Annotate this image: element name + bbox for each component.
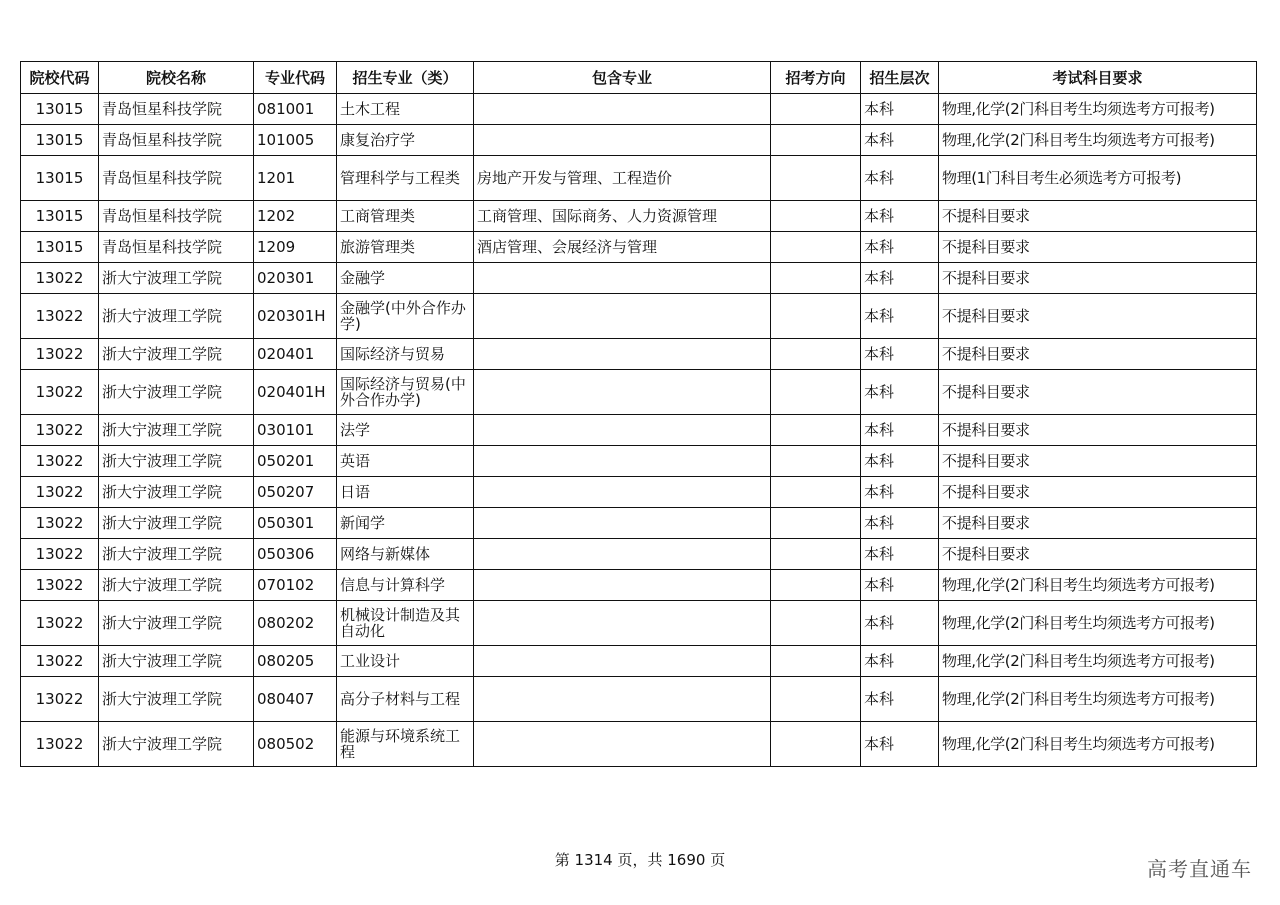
page-number: 第 1314 页，共 1690 页 — [554, 851, 726, 869]
major-cell: 工业设计 — [337, 646, 474, 677]
school-name-cell: 浙大宁波理工学院 — [99, 294, 254, 339]
table-row — [21, 125, 1257, 156]
table-row — [21, 232, 1257, 263]
subject-requirement-cell: 不提科目要求 — [939, 339, 1257, 370]
major-code-cell: 1201 — [254, 156, 337, 201]
school-code-cell: 13022 — [21, 370, 99, 415]
subject-requirement-cell: 不提科目要求 — [939, 370, 1257, 415]
school-code-cell: 13015 — [21, 125, 99, 156]
direction-cell — [771, 156, 861, 201]
table-row — [21, 539, 1257, 570]
level-cell: 本科 — [861, 156, 939, 201]
header-school-name: 院校名称 — [99, 62, 254, 94]
school-code-cell: 13022 — [21, 446, 99, 477]
table-row — [21, 446, 1257, 477]
included-majors-cell: 酒店管理、会展经济与管理 — [474, 232, 771, 263]
table-row — [21, 294, 1257, 339]
major-cell: 土木工程 — [337, 94, 474, 125]
level-cell: 本科 — [861, 370, 939, 415]
major-code-cell: 020301 — [254, 263, 337, 294]
header-included-majors: 包含专业 — [474, 62, 771, 94]
subject-requirement-cell: 物理,化学(2门科目考生均须选考方可报考) — [939, 722, 1257, 767]
school-name-cell: 浙大宁波理工学院 — [99, 339, 254, 370]
subject-requirement-cell: 不提科目要求 — [939, 477, 1257, 508]
school-name-cell: 浙大宁波理工学院 — [99, 508, 254, 539]
subject-requirement-cell: 物理,化学(2门科目考生均须选考方可报考) — [939, 125, 1257, 156]
major-cell: 高分子材料与工程 — [337, 677, 474, 722]
table-row — [21, 646, 1257, 677]
major-code-cell: 080202 — [254, 601, 337, 646]
school-name-cell: 青岛恒星科技学院 — [99, 125, 254, 156]
major-code-cell: 070102 — [254, 570, 337, 601]
level-cell: 本科 — [861, 94, 939, 125]
school-code-cell: 13022 — [21, 539, 99, 570]
level-cell: 本科 — [861, 722, 939, 767]
school-name-cell: 浙大宁波理工学院 — [99, 646, 254, 677]
level-cell: 本科 — [861, 477, 939, 508]
direction-cell — [771, 477, 861, 508]
table-row — [21, 156, 1257, 201]
major-cell: 能源与环境系统工程 — [337, 722, 474, 767]
school-code-cell: 13022 — [21, 339, 99, 370]
table-row — [21, 339, 1257, 370]
major-cell: 管理科学与工程类 — [337, 156, 474, 201]
subject-requirement-cell: 不提科目要求 — [939, 232, 1257, 263]
included-majors-cell — [474, 539, 771, 570]
included-majors-cell — [474, 508, 771, 539]
major-cell: 工商管理类 — [337, 201, 474, 232]
subject-requirement-cell: 不提科目要求 — [939, 294, 1257, 339]
major-cell: 金融学 — [337, 263, 474, 294]
school-name-cell: 青岛恒星科技学院 — [99, 232, 254, 263]
included-majors-cell — [474, 94, 771, 125]
level-cell: 本科 — [861, 601, 939, 646]
major-cell: 法学 — [337, 415, 474, 446]
level-cell: 本科 — [861, 539, 939, 570]
subject-requirement-cell: 不提科目要求 — [939, 446, 1257, 477]
direction-cell — [771, 601, 861, 646]
header-school-code: 院校代码 — [21, 62, 99, 94]
header-major: 招生专业（类） — [337, 62, 474, 94]
table-row — [21, 722, 1257, 767]
included-majors-cell — [474, 722, 771, 767]
school-name-cell: 浙大宁波理工学院 — [99, 601, 254, 646]
major-code-cell: 080502 — [254, 722, 337, 767]
header-row — [21, 62, 1257, 94]
included-majors-cell — [474, 415, 771, 446]
subject-requirement-cell: 不提科目要求 — [939, 539, 1257, 570]
subject-requirement-cell: 物理,化学(2门科目考生均须选考方可报考) — [939, 646, 1257, 677]
school-code-cell: 13022 — [21, 294, 99, 339]
direction-cell — [771, 294, 861, 339]
school-code-cell: 13022 — [21, 415, 99, 446]
included-majors-cell: 房地产开发与管理、工程造价 — [474, 156, 771, 201]
level-cell: 本科 — [861, 508, 939, 539]
major-code-cell: 081001 — [254, 94, 337, 125]
level-cell: 本科 — [861, 339, 939, 370]
direction-cell — [771, 508, 861, 539]
included-majors-cell — [474, 263, 771, 294]
subject-requirement-cell: 不提科目要求 — [939, 508, 1257, 539]
major-code-cell: 101005 — [254, 125, 337, 156]
direction-cell — [771, 339, 861, 370]
subject-requirement-cell: 物理,化学(2门科目考生均须选考方可报考) — [939, 601, 1257, 646]
direction-cell — [771, 446, 861, 477]
level-cell: 本科 — [861, 415, 939, 446]
level-cell: 本科 — [861, 294, 939, 339]
included-majors-cell — [474, 446, 771, 477]
school-code-cell: 13022 — [21, 570, 99, 601]
header-direction: 招考方向 — [771, 62, 861, 94]
level-cell: 本科 — [861, 201, 939, 232]
subject-requirement-cell: 物理,化学(2门科目考生均须选考方可报考) — [939, 570, 1257, 601]
subject-requirement-cell: 不提科目要求 — [939, 415, 1257, 446]
major-code-cell: 080205 — [254, 646, 337, 677]
major-code-cell: 030101 — [254, 415, 337, 446]
included-majors-cell — [474, 339, 771, 370]
school-code-cell: 13015 — [21, 156, 99, 201]
school-name-cell: 浙大宁波理工学院 — [99, 722, 254, 767]
included-majors-cell — [474, 677, 771, 722]
header-level: 招生层次 — [861, 62, 939, 94]
school-code-cell: 13015 — [21, 94, 99, 125]
included-majors-cell — [474, 370, 771, 415]
school-code-cell: 13015 — [21, 201, 99, 232]
school-code-cell: 13022 — [21, 263, 99, 294]
subject-requirement-cell: 物理(1门科目考生必须选考方可报考) — [939, 156, 1257, 201]
major-code-cell: 020401H — [254, 370, 337, 415]
school-code-cell: 13022 — [21, 722, 99, 767]
direction-cell — [771, 677, 861, 722]
school-code-cell: 13022 — [21, 477, 99, 508]
watermark: 高考直通车 — [1147, 857, 1252, 881]
major-cell: 网络与新媒体 — [337, 539, 474, 570]
major-cell: 英语 — [337, 446, 474, 477]
major-code-cell: 050201 — [254, 446, 337, 477]
table-row — [21, 477, 1257, 508]
school-name-cell: 浙大宁波理工学院 — [99, 677, 254, 722]
direction-cell — [771, 94, 861, 125]
major-code-cell: 020301H — [254, 294, 337, 339]
major-code-cell: 050301 — [254, 508, 337, 539]
major-cell: 旅游管理类 — [337, 232, 474, 263]
major-cell: 国际经济与贸易 — [337, 339, 474, 370]
level-cell: 本科 — [861, 446, 939, 477]
admissions-table — [20, 61, 1257, 767]
school-code-cell: 13022 — [21, 677, 99, 722]
table-row — [21, 201, 1257, 232]
level-cell: 本科 — [861, 646, 939, 677]
school-code-cell: 13022 — [21, 646, 99, 677]
major-code-cell: 080407 — [254, 677, 337, 722]
included-majors-cell: 工商管理、国际商务、人力资源管理 — [474, 201, 771, 232]
table-row — [21, 415, 1257, 446]
major-code-cell: 020401 — [254, 339, 337, 370]
direction-cell — [771, 232, 861, 263]
school-name-cell: 浙大宁波理工学院 — [99, 263, 254, 294]
major-code-cell: 1202 — [254, 201, 337, 232]
header-subject-requirement: 考试科目要求 — [939, 62, 1257, 94]
level-cell: 本科 — [861, 263, 939, 294]
level-cell: 本科 — [861, 232, 939, 263]
table-row — [21, 677, 1257, 722]
subject-requirement-cell: 不提科目要求 — [939, 263, 1257, 294]
table-row — [21, 370, 1257, 415]
major-cell: 康复治疗学 — [337, 125, 474, 156]
table-row — [21, 601, 1257, 646]
direction-cell — [771, 415, 861, 446]
school-name-cell: 浙大宁波理工学院 — [99, 415, 254, 446]
included-majors-cell — [474, 125, 771, 156]
direction-cell — [771, 370, 861, 415]
school-name-cell: 浙大宁波理工学院 — [99, 446, 254, 477]
direction-cell — [771, 722, 861, 767]
direction-cell — [771, 539, 861, 570]
included-majors-cell — [474, 646, 771, 677]
direction-cell — [771, 201, 861, 232]
school-name-cell: 青岛恒星科技学院 — [99, 201, 254, 232]
major-cell: 机械设计制造及其自动化 — [337, 601, 474, 646]
subject-requirement-cell: 不提科目要求 — [939, 201, 1257, 232]
school-code-cell: 13022 — [21, 601, 99, 646]
subject-requirement-cell: 物理,化学(2门科目考生均须选考方可报考) — [939, 94, 1257, 125]
major-cell: 金融学(中外合作办学) — [337, 294, 474, 339]
table-row — [21, 94, 1257, 125]
major-cell: 国际经济与贸易(中外合作办学) — [337, 370, 474, 415]
level-cell: 本科 — [861, 125, 939, 156]
level-cell: 本科 — [861, 677, 939, 722]
school-name-cell: 青岛恒星科技学院 — [99, 94, 254, 125]
major-code-cell: 1209 — [254, 232, 337, 263]
school-code-cell: 13022 — [21, 508, 99, 539]
school-name-cell: 浙大宁波理工学院 — [99, 570, 254, 601]
table-row — [21, 263, 1257, 294]
included-majors-cell — [474, 294, 771, 339]
major-cell: 信息与计算科学 — [337, 570, 474, 601]
school-name-cell: 浙大宁波理工学院 — [99, 539, 254, 570]
direction-cell — [771, 570, 861, 601]
major-cell: 日语 — [337, 477, 474, 508]
included-majors-cell — [474, 601, 771, 646]
school-name-cell: 青岛恒星科技学院 — [99, 156, 254, 201]
direction-cell — [771, 263, 861, 294]
level-cell: 本科 — [861, 570, 939, 601]
included-majors-cell — [474, 477, 771, 508]
table-row — [21, 508, 1257, 539]
table-row — [21, 570, 1257, 601]
school-code-cell: 13015 — [21, 232, 99, 263]
major-code-cell: 050207 — [254, 477, 337, 508]
major-code-cell: 050306 — [254, 539, 337, 570]
major-cell: 新闻学 — [337, 508, 474, 539]
header-major-code: 专业代码 — [254, 62, 337, 94]
included-majors-cell — [474, 570, 771, 601]
direction-cell — [771, 125, 861, 156]
school-name-cell: 浙大宁波理工学院 — [99, 370, 254, 415]
subject-requirement-cell: 物理,化学(2门科目考生均须选考方可报考) — [939, 677, 1257, 722]
direction-cell — [771, 646, 861, 677]
school-name-cell: 浙大宁波理工学院 — [99, 477, 254, 508]
